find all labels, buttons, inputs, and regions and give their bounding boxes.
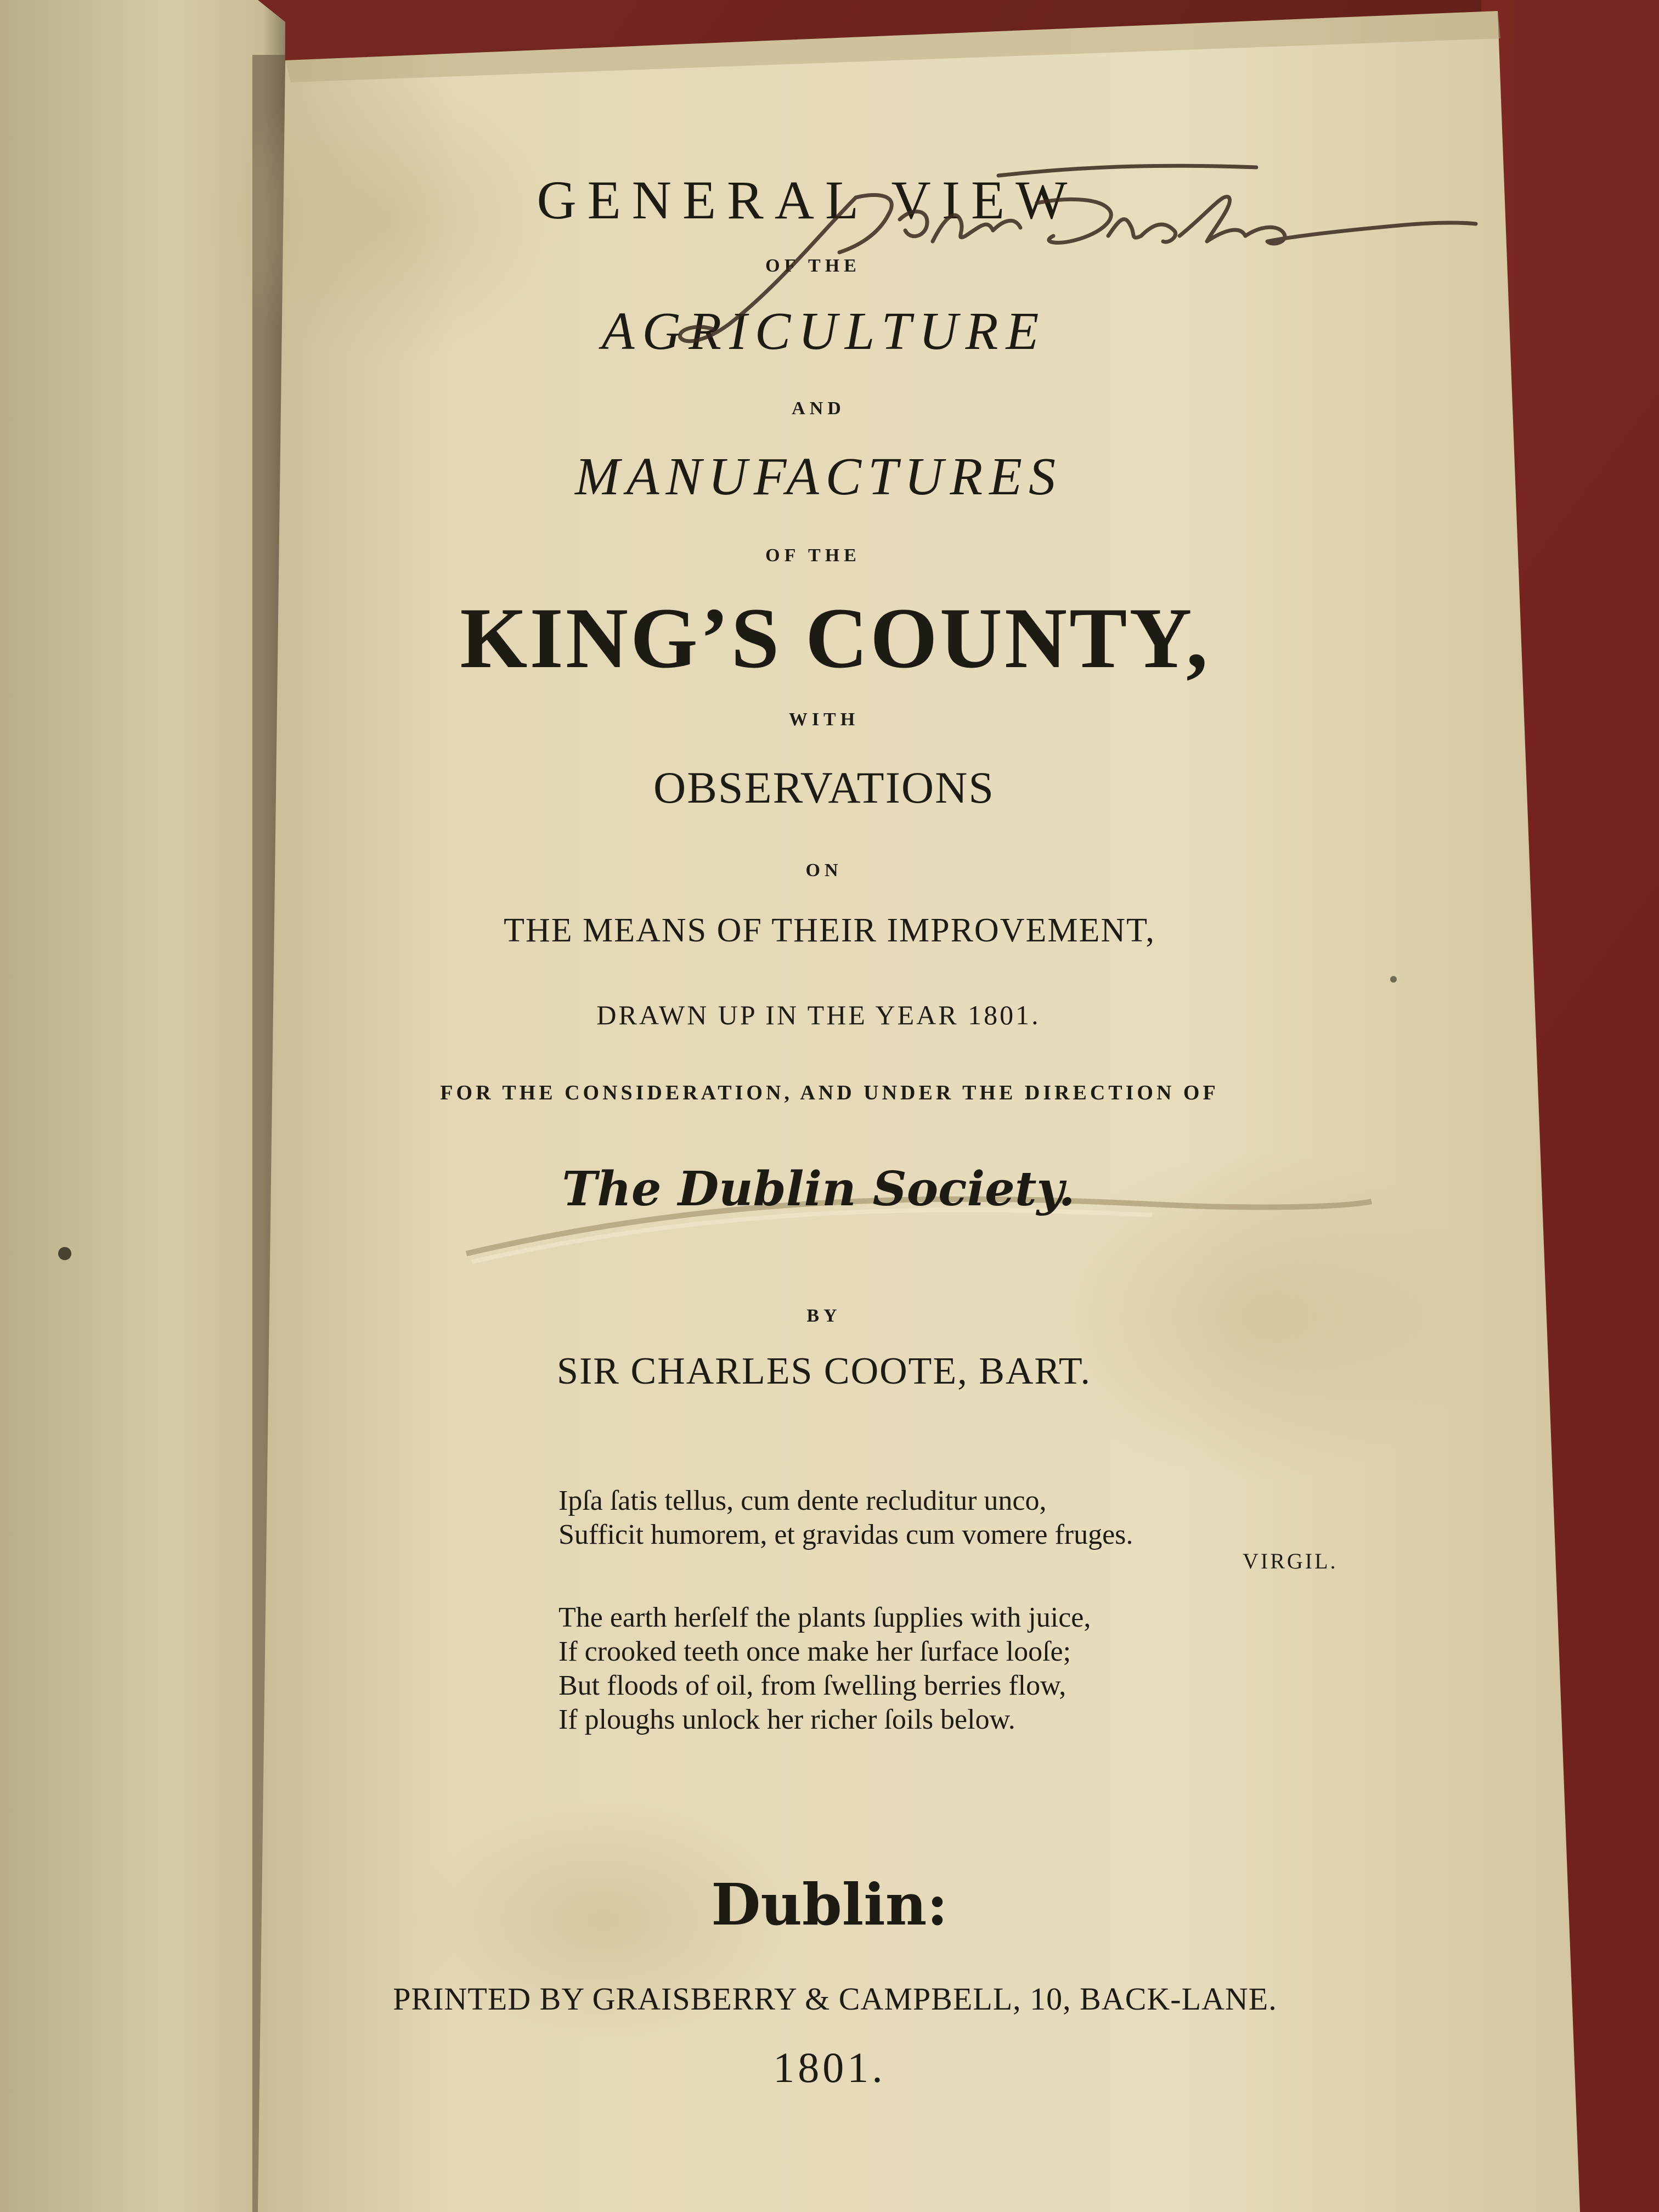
imprint-place: Dublin: [711,1871,948,1938]
title-line-manufactures: MANUFACTURES [574,447,1063,506]
title-line-dublin-society: The Dublin Society. [562,1161,1075,1217]
english-translation [558,1601,1091,1737]
imprint-year: 1801. [773,2044,886,2091]
imprint-printer: PRINTED BY GRAISBERRY & CAMPBELL, 10, BACK-LANE. [393,1981,1277,2017]
title-line-of-the-2: OF THE [765,545,861,566]
english-line-1: The earth herſelf the plants ſupplies with juice, [558,1602,1091,1633]
title-line-drawn-up: DRAWN UP IN THE YEAR 1801. [596,1000,1041,1030]
english-line-3: But floods of oil, from ſwelling berries flow, [558,1670,1066,1701]
title-line-consideration: FOR THE CONSIDERATION, AND UNDER THE DIRECTION OF [440,1081,1219,1104]
title-line-on: ON [805,860,843,881]
latin-line-2: Sufficit humorem, et gravidas cum vomere fruges. [558,1519,1133,1550]
english-line-2: If crooked teeth once make her ſurface looſe; [558,1636,1071,1667]
title-line-and: AND [792,398,845,419]
epigraph-attribution: VIRGIL. [1243,1549,1338,1573]
title-line-general-view: GENERAL VIEW [537,170,1079,230]
title-line-with: WITH [788,709,860,730]
title-line-agriculture: AGRICULTURE [601,302,1047,361]
title-line-means-of-improvement: THE MEANS OF THEIR IMPROVEMENT, [504,912,1155,949]
latin-epigraph [558,1484,1133,1552]
latin-line-1: Ipſa ſatis tellus, cum dente recluditur unco, [558,1485,1047,1516]
title-line-by: BY [806,1306,842,1326]
title-line-of-the: OF THE [765,256,861,276]
title-line-kings-county: KING’S COUNTY, [460,590,1210,686]
title-line-observations: OBSERVATIONS [653,763,995,812]
english-line-4: If ploughs unlock her richer ſoils below. [558,1704,1015,1735]
author-name: SIR CHARLES COOTE, BART. [557,1350,1091,1392]
